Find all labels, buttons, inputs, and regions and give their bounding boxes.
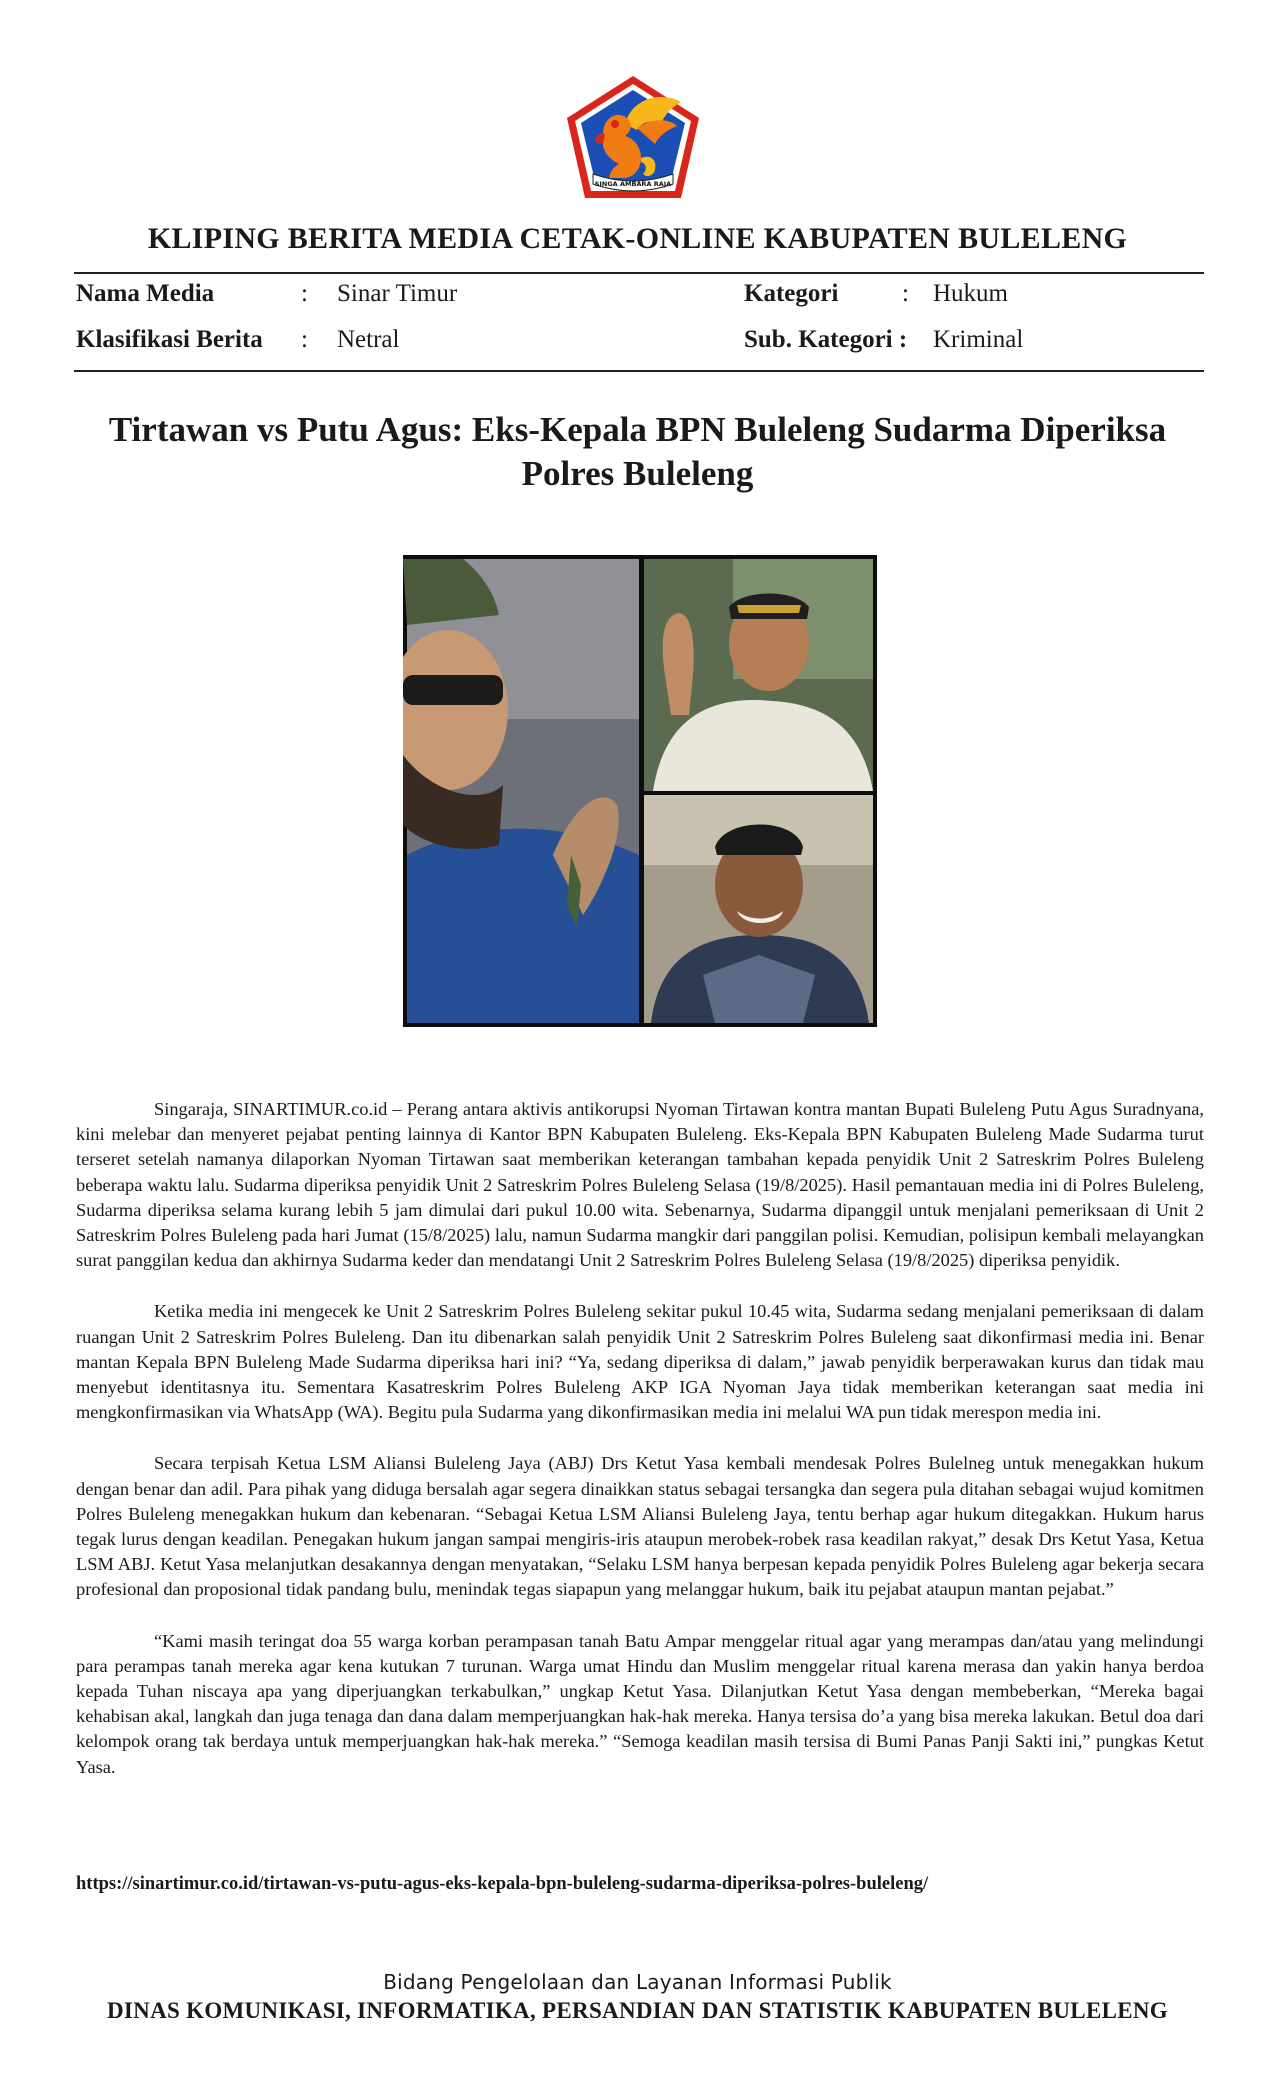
headline-line-1: Tirtawan vs Putu Agus: Eks-Kepala BPN Buleleng Sudarma Diperiksa <box>108 410 1167 449</box>
meta-row-media <box>0 280 1275 320</box>
article-paragraph-4: “Kami masih teringat doa 55 warga korban perampasan tanah Batu Ampar menggelar ritual agar yang merampas dan/atau yang melindungi para perampas tanah mereka agar kena kutukan 7 turunan. Warga umat Hindu dan Muslim menggelar ritual karena merasa dan yakin hanya berdoa kepada Tuhan niscaya apa yang diperjuangkan terkabulkan,” ungkap Ketut Yasa. Dilanjutkan Ketut Yasa dengan membeberkan, “Mereka bagai kehabisan akal, langkah dan juga tenaga dan dana dalam memperjuangkan hak-hak mereka. Hanya tersisa do’a yang bisa mereka lakukan. Betul doa dari kelompok orang tak berdaya untuk memperjuangkan hak-hak mereka.” “Semoga keadilan masih tersisa di Bumi Panas Panji Sakti ini,” pungkas Ketut Yasa. <box>76 1630 1204 1777</box>
photo-left-man-in-cap <box>403 559 639 1023</box>
media-name-label: Nama Media <box>76 280 215 307</box>
footer-agency: DINAS KOMUNIKASI, INFORMATIKA, PERSANDIAN DAN STATISTIK KABUPATEN BULELENG <box>107 1998 1168 2023</box>
meta-row-klasifikasi <box>0 326 1275 366</box>
article-paragraph-2: Ketika media ini mengecek ke Unit 2 Satreskrim Polres Buleleng sekitar pukul 10.45 wita, Sudarma sedang menjalani pemeriksaan di dalam ruangan Unit 2 Satreskrim Polres Buleleng. Dan itu dibenarkan salah penyidik Unit 2 Satreskrim Polres Buleleng saat dikonfirmasi media ini. Benar mantan Kepala BPN Buleleng Made Sudarma diperiksa hari ini? “Ya, sedang diperiksa di dalam,” jawab penyidik berperawakan kurus dan tidak mau menyebut identitasnya itu. Sementara Kasatreskrim Polres Buleleng AKP IGA Nyoman Jaya tidak memberikan keterangan saat media ini mengkonfirmasikan via WhatsApp (WA). Begitu pula Sudarma yang dikonfirmasikan media ini melalui WA pun tidak merespon media ini. <box>76 1301 1204 1423</box>
article-photo-collage <box>403 555 877 1027</box>
photo-bottom-right-man-smiling <box>644 795 873 1023</box>
kliping-title: KLIPING BERITA MEDIA CETAK-ONLINE KABUPATEN BULELENG <box>147 222 1128 255</box>
article-paragraph-3: Secara terpisah Ketua LSM Aliansi Buleleng Jaya (ABJ) Drs Ketut Yasa kembali mendesak Polres Bulelneg untuk menegakkan hukum dengan benar dan adil. Para pihak yang diduga bersalah agar segera dinaikkan status sebagai tersangka dan segera pula ditahan sebagai wujud komitmen Polres Buleleng menegakkan hukum dan kebenaran. “Sebagai Ketua LSM Aliansi Buleleng Jaya, tentu berhap agar hukum ditegakkan. Hukum harus tegak lurus dengan keadilan. Penegakan hukum jangan sampai mengiris-iris ataupun merobek-robek rasa keadilan rakyat,” desak Drs Ketut Yasa, Ketua LSM ABJ. Ketut Yasa melanjutkan desakannya dengan menyatakan, “Selaku LSM hanya berpesan kepada penyidik Polres Buleleng agar bekerja secara profesional dan proposional tidak pandang bulu, menindak tegas siapapun yang melanggar hukum, baik itu pejabat ataupun mantan pejabat.” <box>76 1453 1204 1600</box>
headline-line-2: Polres Buleleng <box>521 454 754 493</box>
media-name-value: Sinar Timur <box>337 280 458 307</box>
klasifikasi-colon: : <box>301 326 308 353</box>
logo-motto-text: SINGA AMBARA RAJA <box>594 180 672 188</box>
kategori-colon: : <box>902 280 909 307</box>
photo-top-right-man-waving <box>644 559 873 791</box>
sub-kategori-label: Sub. Kategori : <box>744 326 908 353</box>
kategori-value: Hukum <box>933 280 1008 307</box>
header-divider-bottom <box>74 370 1204 372</box>
sub-kategori-value: Kriminal <box>933 326 1024 353</box>
source-url-link[interactable]: https://sinartimur.co.id/tirtawan-vs-putu-agus-eks-kepala-bpn-buleleng-sudarma-diperiksa-polres-buleleng/ <box>76 1874 929 1894</box>
media-name-colon: : <box>301 280 308 307</box>
buleleng-regency-logo <box>563 74 703 202</box>
kategori-label: Kategori <box>744 280 839 307</box>
klasifikasi-value: Netral <box>337 326 400 353</box>
klasifikasi-label: Klasifikasi Berita <box>76 326 263 353</box>
singa-ambara-raja-emblem <box>563 74 703 202</box>
article-paragraph-1: Singaraja, SINARTIMUR.co.id – Perang antara aktivis antikorupsi Nyoman Tirtawan kontra mantan Bupati Buleleng Putu Agus Suradnyana, kini melebar dan menyeret pejabat penting lainnya di Kantor BPN Kabupaten Buleleng. Eks-Kepala BPN Kabupaten Buleleng Made Sudarma turut terseret setelah namanya dilaporkan Nyoman Tirtawan saat memberikan keterangan tambahan kepada penyidik Unit 2 Satreskrim Polres Buleleng beberapa waktu lalu. Sudarma diperiksa penyidik Unit 2 Satreskrim Polres Buleleng Selasa (19/8/2025). Hasil pemantauan media ini di Polres Buleleng, Sudarma diperiksa selama kurang lebih 5 jam dimulai dari pukul 10.00 wita. Sebenarnya, Sudarma dipanggil untuk menjalani pemeriksaan di Unit 2 Satreskrim Polres Buleleng pada hari Jumat (15/8/2025) lalu, namun Sudarma mangkir dari panggilan polisi. Kemudian, polisipun kembali melayangkan surat panggilan kedua dan akhirnya Sudarma keder dan mendatangi Unit 2 Satreskrim Polres Buleleng Selasa (19/8/2025) diperiksa penyidik. <box>76 1099 1204 1271</box>
footer-division: Bidang Pengelolaan dan Layanan Informasi Publik <box>383 1970 892 1994</box>
article-body <box>76 1097 1204 1806</box>
article-headline <box>80 408 1195 496</box>
header-divider-top <box>74 272 1204 274</box>
